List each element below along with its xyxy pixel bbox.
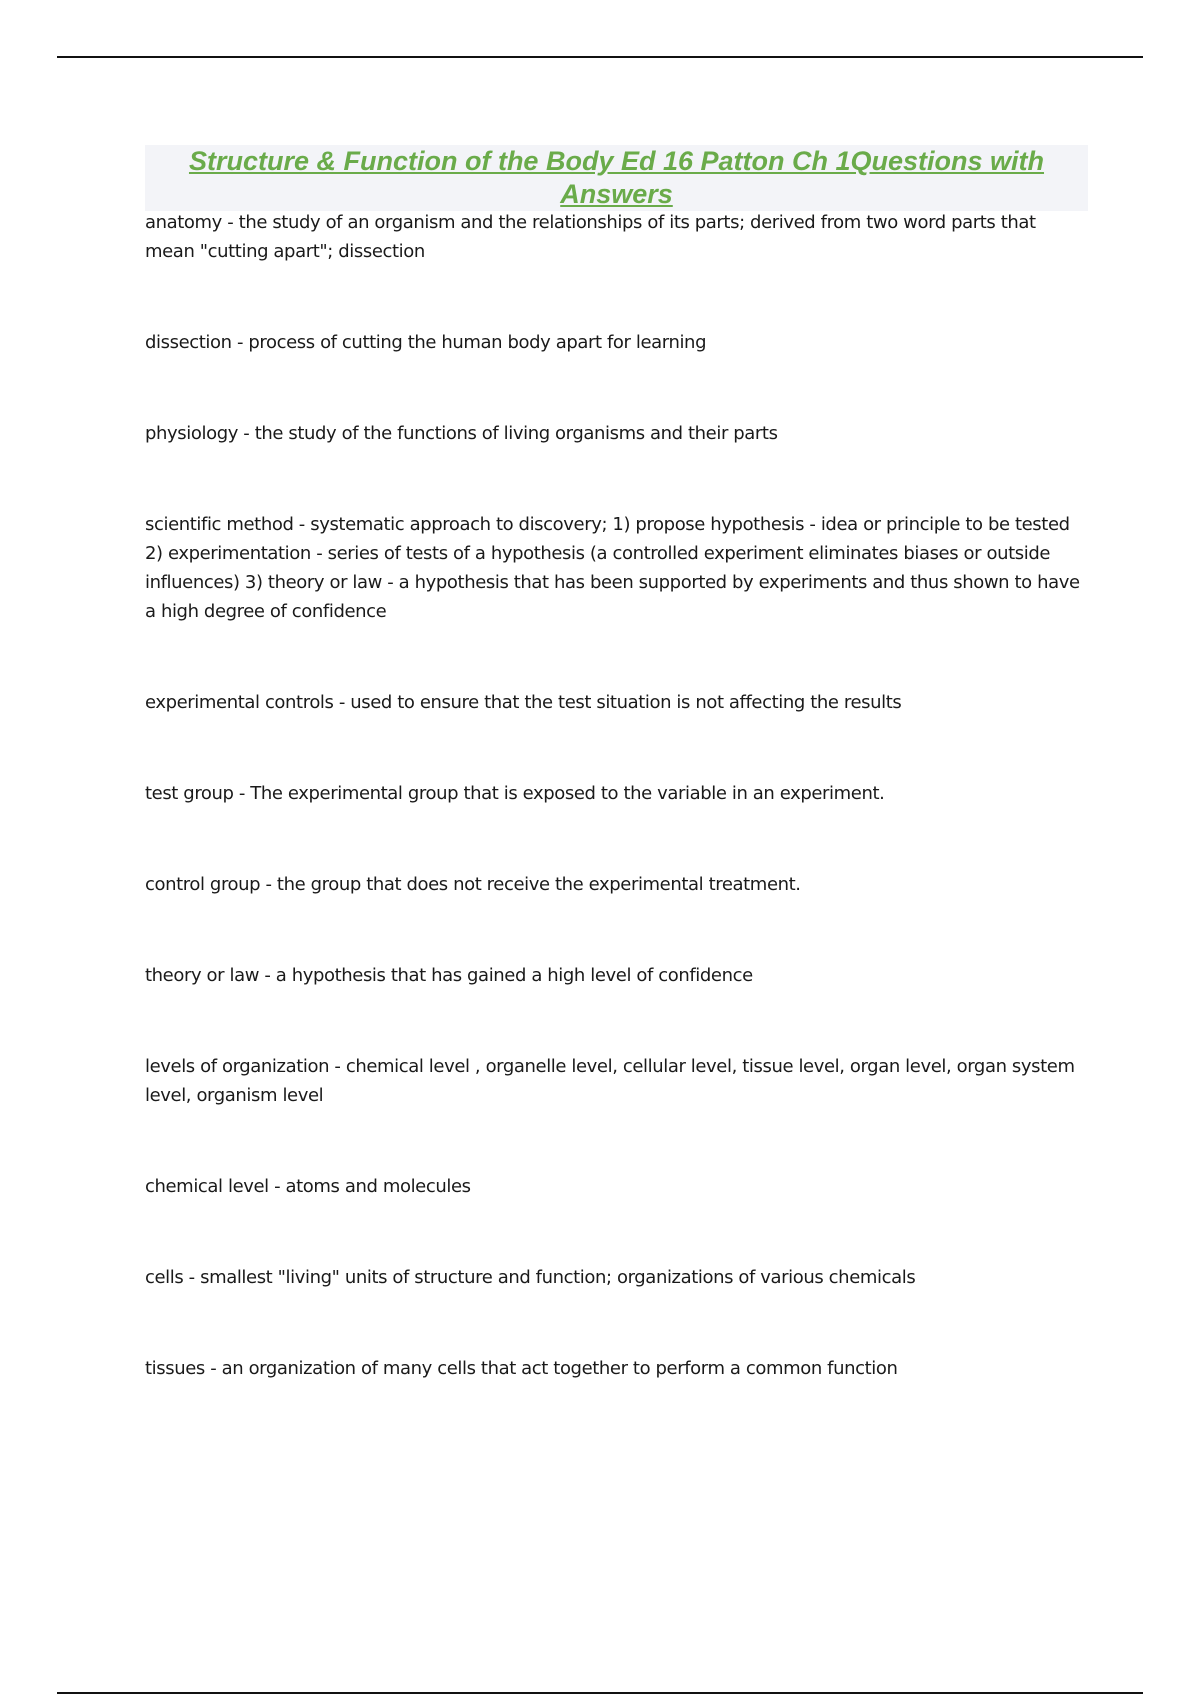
- qa-entry: physiology - the study of the functions of living organisms and their parts: [145, 423, 778, 444]
- qa-entry: dissection - process of cutting the human body apart for learning: [145, 332, 707, 353]
- title-banner: [145, 145, 1088, 211]
- qa-entry: chemical level - atoms and molecules: [145, 1176, 471, 1197]
- qa-entry: anatomy - the study of an organism and the relationships of its parts; derived from two word parts that mean "cutting apart"; dissection: [145, 212, 1036, 262]
- qa-entry: tissues - an organization of many cells that act together to perform a common function: [145, 1358, 898, 1379]
- qa-entry: test group - The experimental group that is exposed to the variable in an experiment.: [145, 783, 885, 804]
- page-title: Structure & Function of the Body Ed 16 Patton Ch 1Questions with Answers: [188, 146, 1045, 209]
- qa-entry: cells - smallest "living" units of structure and function; organizations of various chemicals: [145, 1267, 916, 1288]
- qa-entry: theory or law - a hypothesis that has gained a high level of confidence: [145, 965, 753, 986]
- qa-entry: experimental controls - used to ensure that the test situation is not affecting the results: [145, 692, 902, 713]
- qa-entry: control group - the group that does not receive the experimental treatment.: [145, 874, 801, 895]
- bottom-divider: [57, 1692, 1143, 1694]
- top-divider: [57, 56, 1143, 58]
- qa-list: [145, 208, 1085, 1445]
- qa-entry: levels of organization - chemical level , organelle level, cellular level, tissue level, organ level, organ system level, organism level: [145, 1056, 1075, 1106]
- qa-entry: scientific method - systematic approach to discovery; 1) propose hypothesis - idea or principle to be tested 2) experimentation - series of tests of a hypothesis (a controlled experiment eliminates biases or outside influences) 3) theory or law - a hypothesis that has been supported by experiments and thus shown to have a high degree of confidence: [145, 514, 1080, 622]
